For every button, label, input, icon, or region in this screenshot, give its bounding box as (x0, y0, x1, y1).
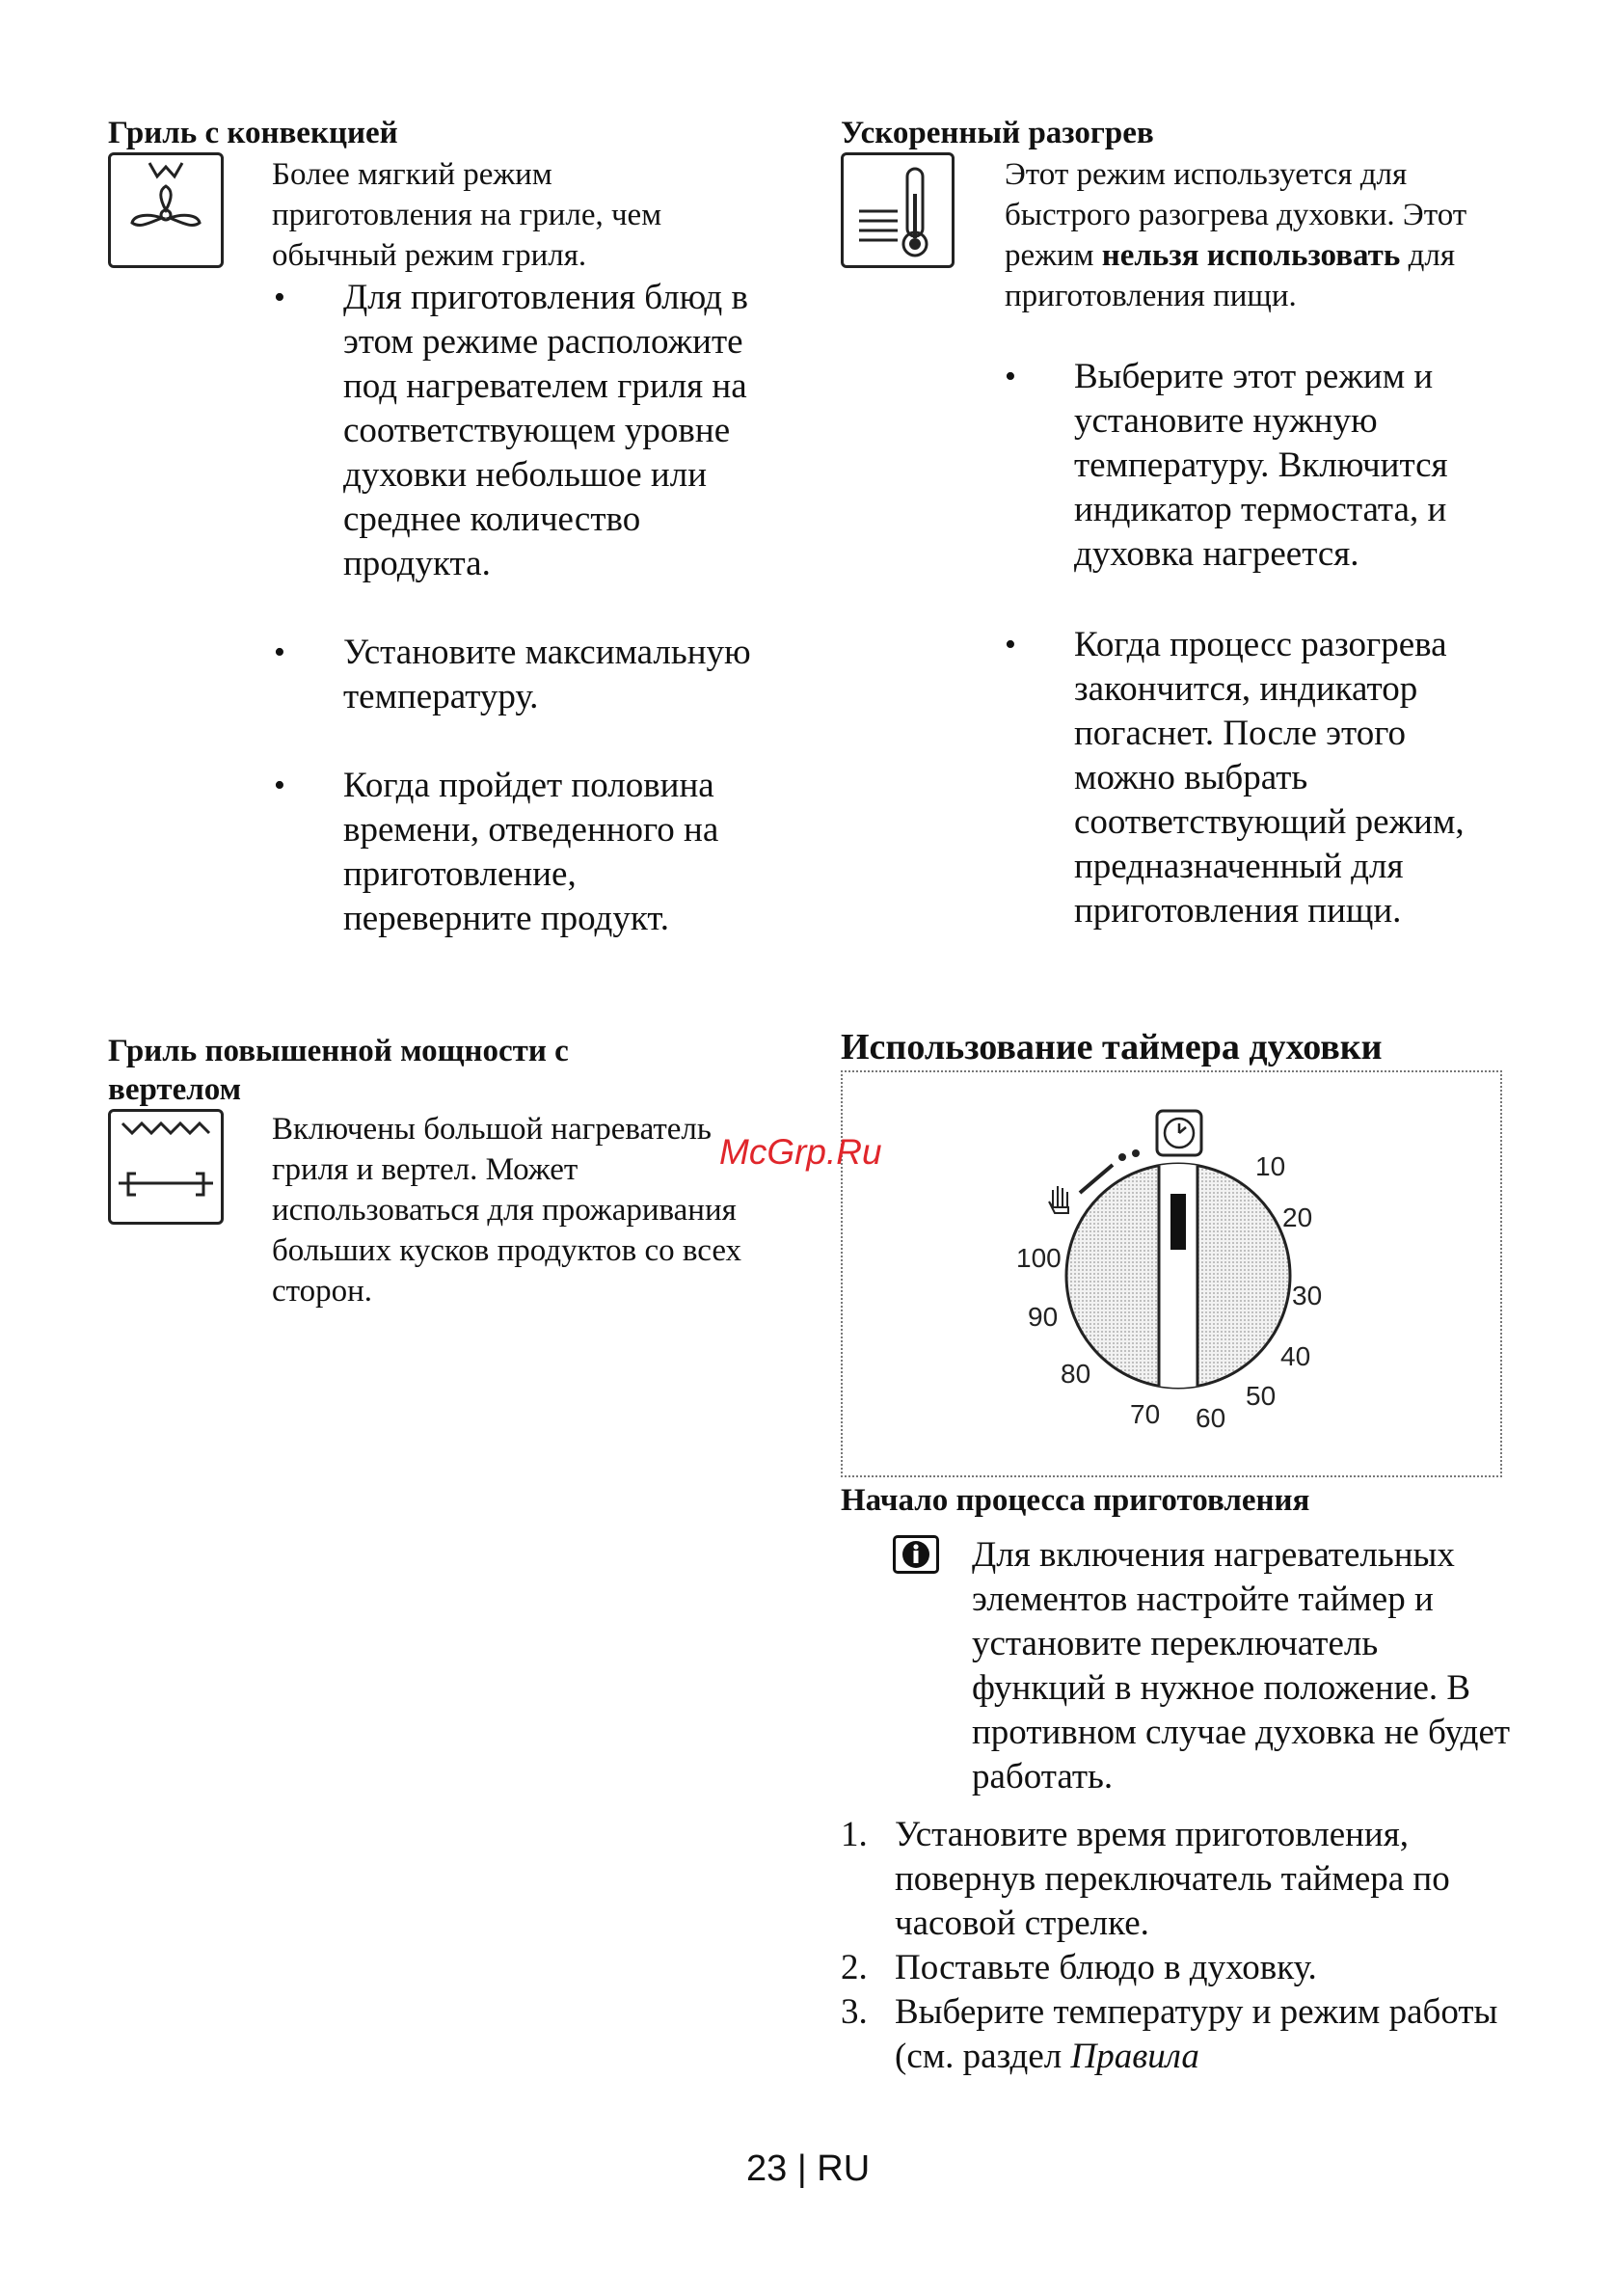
language-code: RU (817, 2148, 871, 2189)
grill-spit-icon (108, 1109, 224, 1225)
info-icon (893, 1535, 939, 1574)
timer-dial-diagram (843, 1072, 1500, 1475)
dial-label-100: 100 (1016, 1243, 1062, 1273)
dial-label-20: 20 (1282, 1202, 1313, 1232)
dial-label-90: 90 (1028, 1302, 1059, 1332)
footer-separator: | (796, 2148, 807, 2189)
page-footer (746, 2148, 870, 2190)
dial-label-10: 10 (1255, 1151, 1286, 1181)
timer-section-title: Использование таймера духовки (841, 1027, 1383, 1067)
page-number: 23 (746, 2148, 788, 2189)
heading-start-cooking: Начало процесса приготовления (841, 1483, 1310, 1518)
heading-grill-convection: Гриль с конвекцией (108, 116, 398, 150)
fast-preheat-icon (841, 152, 955, 268)
fast-preheat-intro: Этот режим используется для быстрого разогрева духовки. Этот режим нельзя использовать для приготовления пищи. (1005, 157, 1467, 313)
dial-label-60: 60 (1196, 1403, 1226, 1433)
dial-label-40: 40 (1280, 1341, 1311, 1371)
hand-icon (1049, 1186, 1068, 1213)
grill-convection-icon (108, 152, 224, 268)
dial-label-30: 30 (1292, 1281, 1323, 1310)
heading-grill-spit: Гриль повышенной мощности с вертелом (108, 1034, 569, 1107)
knob-indicator (1170, 1194, 1186, 1250)
dial-label-50: 50 (1246, 1381, 1277, 1411)
dial-label-80: 80 (1061, 1359, 1091, 1389)
timer-figure (841, 1070, 1502, 1477)
grill-convection-intro: Более мягкий режим приготовления на гриле, чем обычный режим гриля. (272, 157, 662, 273)
watermark: McGrp.Ru (719, 1132, 882, 1172)
grill-spit-intro: Включены большой нагреватель гриля и вертел. Может использоваться для прожаривания больших кусков продуктов со всех сторон. (272, 1112, 742, 1309)
dial-label-70: 70 (1130, 1399, 1161, 1429)
heading-fast-preheat: Ускоренный разогрев (841, 116, 1154, 150)
clock-icon (1157, 1111, 1201, 1155)
info-note: Для включения нагревательных элементов настройте таймер и установите переключатель функций в нужное положение. В противном случае духовка не будет работать. (972, 1535, 1511, 1796)
